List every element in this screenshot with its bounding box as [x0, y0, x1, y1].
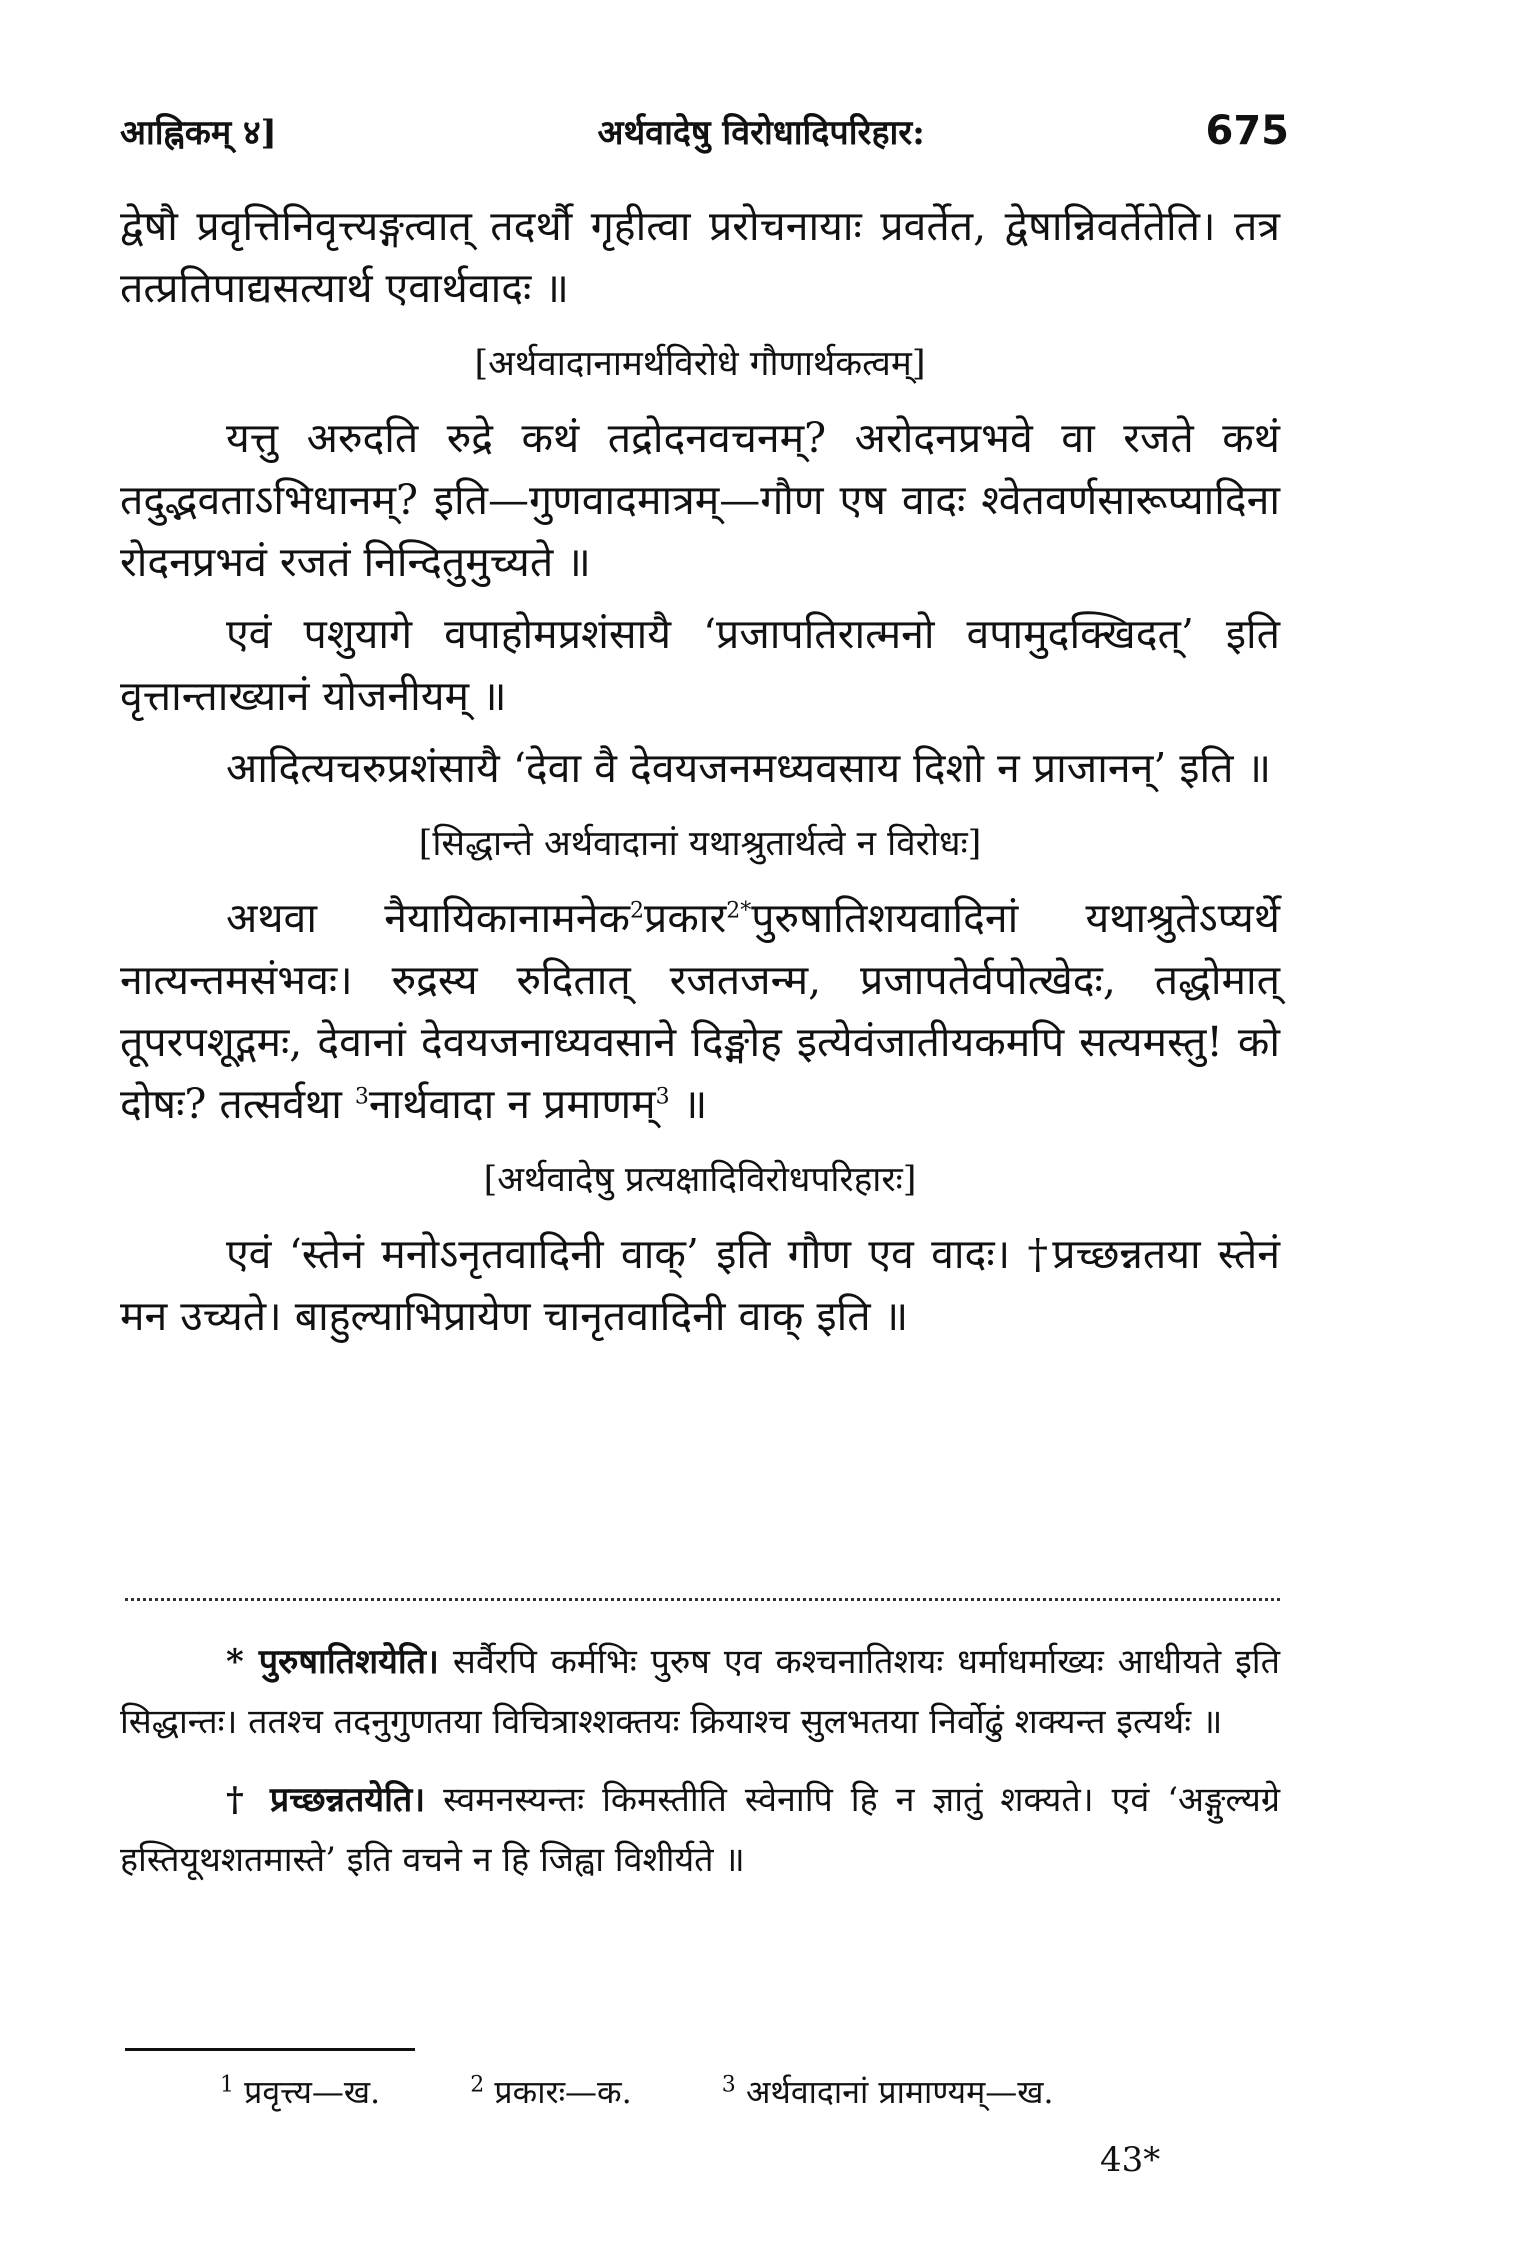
paragraph-5-text-b: प्रकार: [644, 894, 727, 942]
note-ref-star: *: [740, 898, 752, 924]
running-header: [120, 108, 1289, 168]
paragraph-5-text-a: अथवा नैयायिकानामनेक: [226, 894, 631, 942]
footnote-3-number: 3: [721, 2072, 736, 2098]
note-star: [120, 1632, 1280, 1752]
note-star-text: सर्वैरपि कर्मभिः पुरुष एव कश्चनातिशयः धर्माधर्माख्यः आधीयते इति सिद्धान्तः। ततश्च तदनुगुणतया विचित्राश्शक्तयः क्रियाश्च सुलभतया निर्वोढुं शक्यन्त इत्यर्थः ॥: [120, 1642, 1280, 1742]
footnote-ref-2b: 2: [726, 898, 741, 924]
footnote-1-number: 1: [220, 2072, 234, 2098]
paragraph-6: [120, 1223, 1280, 1347]
main-text: [120, 195, 1280, 1357]
note-dagger: [120, 1770, 1280, 1890]
paragraph-2: यत्तु अरुदति रुद्रे कथं तद्रोदनवचनम्? अरोदनप्रभवे वा रजते कथं तदुद्भवताऽभिधानम्? इति—गुणवादमात्रम्—गौण एष वादः श्वेतवर्णसारूप्यादिना रोदनप्रभवं रजतं निन्दितुमुच्यते ॥: [120, 414, 1280, 586]
note-dagger-text: स्वमनस्यन्तः किमस्तीति स्वेनापि हि न ज्ञातुं शक्यते। एवं ‘अङ्गुल्यग्रे हस्तियूथशतमास्ते’ इति वचने न हि जिह्वा विशीर्यते ॥: [120, 1780, 1280, 1880]
footnote-rule: [125, 2048, 415, 2051]
footnote-3: [722, 2070, 1054, 2113]
page-number: 675: [1205, 108, 1289, 154]
note-dagger-lemma: † प्रच्छन्नतयेति।: [226, 1780, 426, 1820]
footnote-ref-3: 3: [354, 1084, 369, 1110]
paragraph-6-text-a: एवं ‘स्तेनं मनोऽनृतवादिनी वाक्’ इति गौण एव वादः।: [226, 1230, 1028, 1278]
subheading-2: [सिद्धान्ते अर्थवादानां यथाश्रुतार्थत्वे न विरोधः]: [418, 824, 982, 864]
footnotes: [220, 2070, 1220, 2113]
footnote-2: [470, 2070, 632, 2113]
paragraph-5-text-d: नार्थवादा न प्रमाणम्: [368, 1080, 656, 1128]
paragraph-5-text-e: ॥: [669, 1080, 708, 1128]
paragraph-1: द्वेषौ प्रवृत्तिनिवृत्त्यङ्गत्वात् तदर्थौ गृहीत्वा प्ररोचनायाः प्रवर्तेत, द्वेषान्निवर्तेतेति। तत्र तत्प्रतिपाद्यसत्यार्थ एवार्थवादः ॥: [120, 202, 1280, 312]
commentary-notes: [120, 1632, 1280, 1908]
note-star-lemma: * पुरुषातिशयेति।: [226, 1642, 439, 1682]
footnote-3-text: अर्थवादानां प्रामाण्यम्—ख.: [735, 2073, 1054, 2111]
paragraph-5-text-c: पुरुषातिशयवादिनां यथाश्रुतेऽप्यर्थे नात्यन्तमसंभवः। रुद्रस्य रुदितात् रजतजन्म, प्रजापतेर्वपोत्खेदः, तद्धोमात् तूपरपशूद्गमः, देवानां देवयजनाध्यवसाने दिङ्मोह इत्येवंजातीयकमपि सत्यमस्तु! को दोषः? तत्सर्वथा: [120, 894, 1280, 1128]
notes-divider: [125, 1598, 1280, 1601]
section-title: अर्थवादेषु विरोधादिपरिहार:: [597, 113, 925, 153]
signature-mark: 43*: [1100, 2140, 1161, 2180]
note-ref-dagger: †: [1027, 1230, 1053, 1278]
footnote-1: [220, 2070, 380, 2113]
footnote-ref-2: 2: [630, 898, 645, 924]
paragraph-6-text-b: प्रच्छन्नतया स्तेनं मन उच्यते। बाहुल्याभिप्रायेण चानृतवादिनी वाक् इति ॥: [120, 1230, 1281, 1340]
subheading-1: [अर्थवादानामर्थविरोधे गौणार्थकत्वम्]: [474, 344, 926, 384]
footnote-2-number: 2: [470, 2072, 485, 2098]
footnote-2-text: प्रकारः—क.: [484, 2073, 632, 2111]
footnote-1-text: प्रवृत्त्य—ख.: [234, 2073, 381, 2111]
footnote-ref-3b: 3: [655, 1084, 670, 1110]
paragraph-3: एवं पशुयागे वपाहोमप्रशंसायै ‘प्रजापतिरात्मनो वपामुदक्खिदत्’ इति वृत्तान्ताख्यानं योजनीयम् ॥: [120, 610, 1280, 720]
subheading-3: [अर्थवादेषु प्रत्यक्षादिविरोधपरिहारः]: [483, 1160, 917, 1200]
paragraph-4: आदित्यचरुप्रशंसायै ‘देवा वै देवयजनमध्यवसाय दिशो न प्राजानन्’ इति ॥: [226, 744, 1272, 792]
chapter-label: आह्निकम् ४]: [120, 113, 277, 153]
paragraph-5: [120, 887, 1280, 1135]
